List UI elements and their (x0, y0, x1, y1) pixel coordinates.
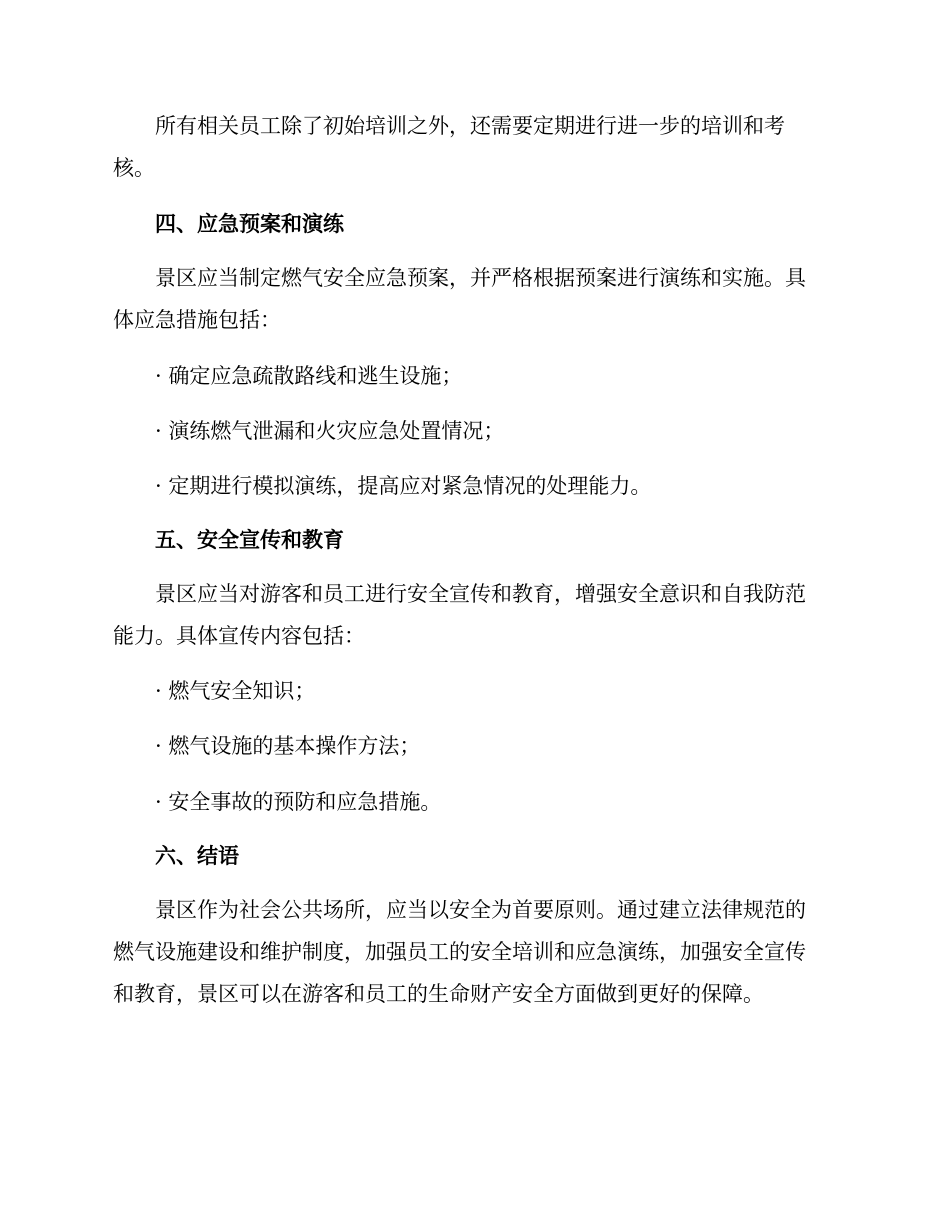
list-item: · 演练燃气泄漏和火灾应急处置情况； (155, 419, 505, 443)
section-heading-conclusion: 六、结语 (155, 843, 239, 868)
paragraph-line: 能力。具体宣传内容包括： (113, 624, 365, 648)
section-heading-emergency-plan: 四、应急预案和演练 (155, 211, 344, 236)
paragraph-line: 和教育，景区可以在游客和员工的生命财产安全方面做到更好的保障。 (113, 982, 764, 1006)
paragraph-line: 景区应当制定燃气安全应急预案，并严格根据预案进行演练和实施。具 (155, 266, 806, 290)
paragraph-line: 景区作为社会公共场所，应当以安全为首要原则。通过建立法律规范的 (155, 898, 806, 922)
list-item: · 定期进行模拟演练，提高应对紧急情况的处理能力。 (155, 474, 652, 498)
list-item: · 燃气设施的基本操作方法； (155, 734, 421, 758)
paragraph-line: 燃气设施建设和维护制度，加强员工的安全培训和应急演练，加强安全宣传 (113, 940, 806, 964)
paragraph-emergency (113, 257, 833, 341)
paragraph-line: 景区应当对游客和员工进行安全宣传和教育，增强安全意识和自我防范 (155, 582, 806, 606)
paragraph-line: 体应急措施包括： (113, 308, 281, 332)
list-item: · 燃气安全知识； (155, 679, 316, 703)
paragraph-line: 核。 (113, 156, 155, 180)
paragraph-training (113, 105, 833, 189)
paragraph-education (113, 573, 833, 657)
paragraph-line: 所有相关员工除了初始培训之外，还需要定期进行进一步的培训和考 (155, 114, 785, 138)
section-heading-safety-education: 五、安全宣传和教育 (155, 527, 344, 552)
paragraph-conclusion (113, 889, 833, 1015)
list-item: · 安全事故的预防和应急措施。 (155, 790, 442, 814)
list-item: · 确定应急疏散路线和逃生设施； (155, 364, 463, 388)
